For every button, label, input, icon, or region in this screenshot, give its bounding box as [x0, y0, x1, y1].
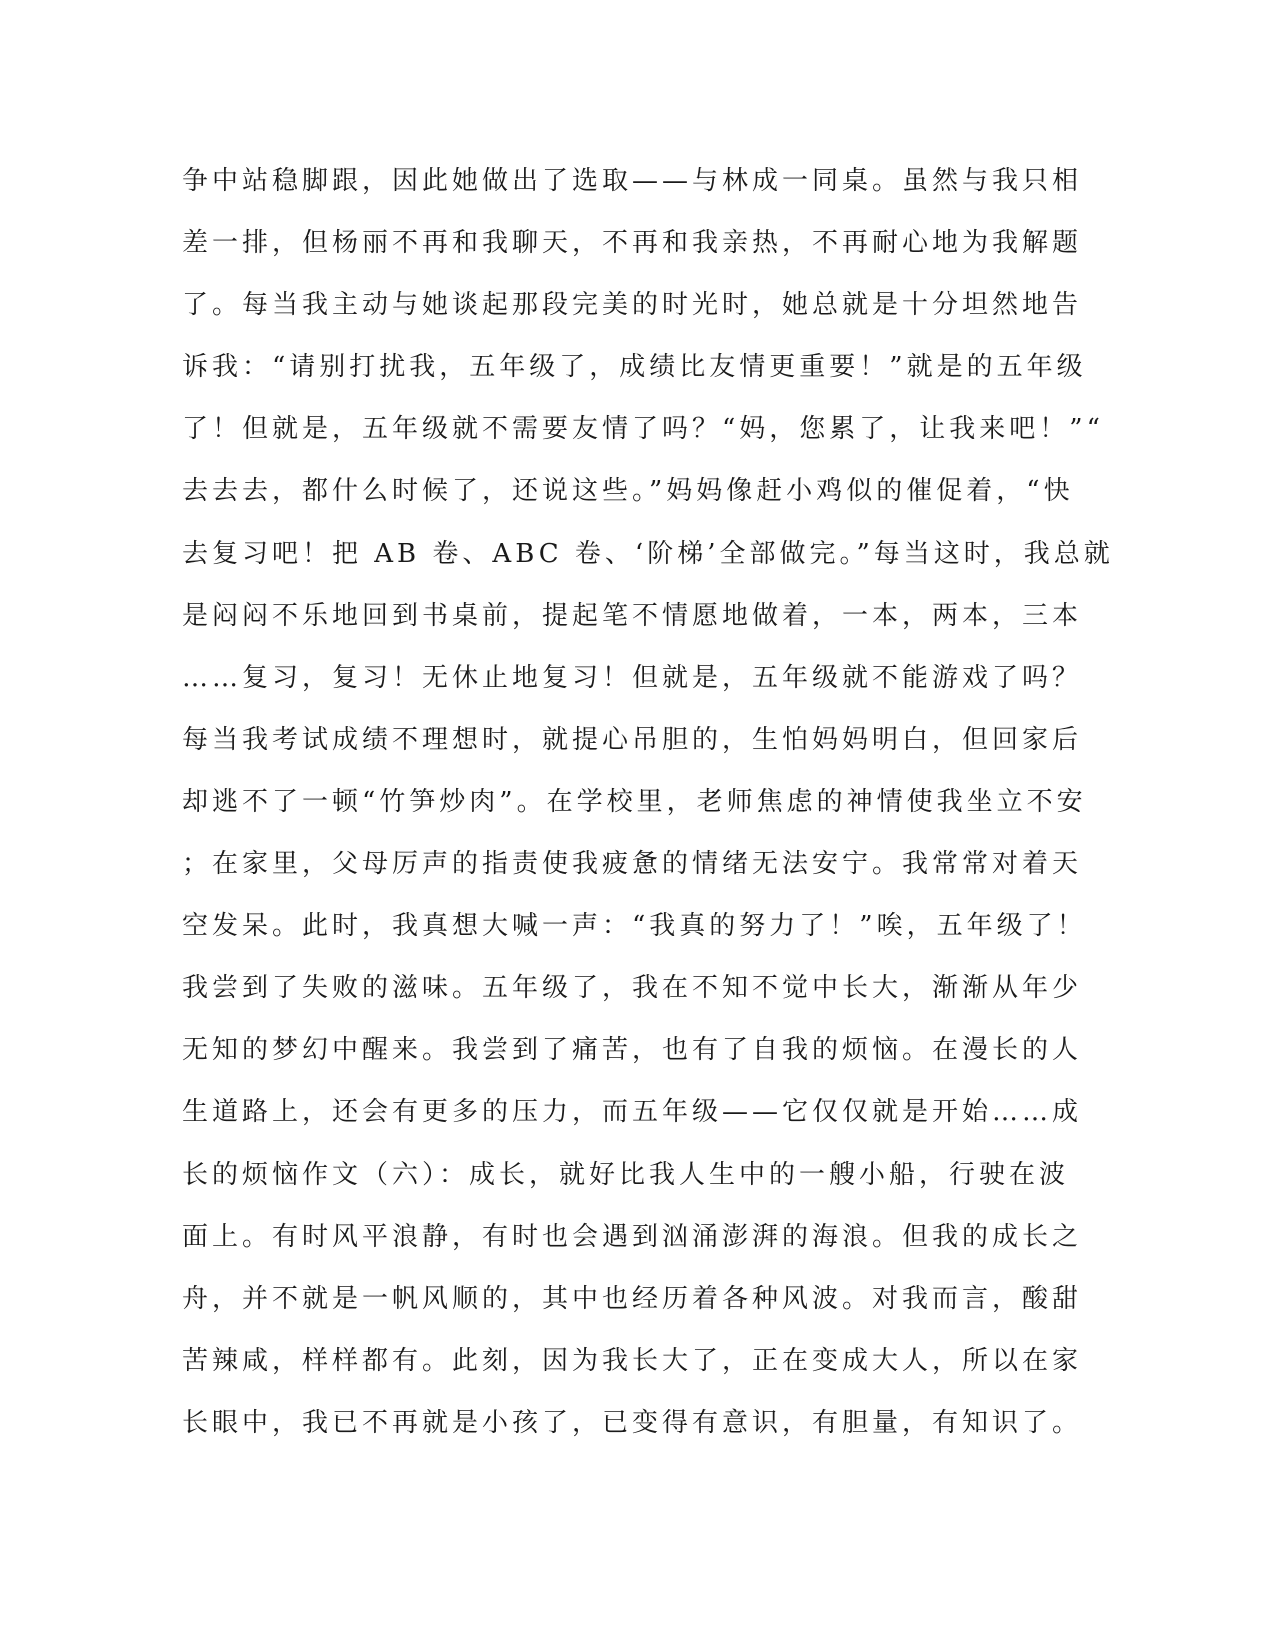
text-line: 诉我：“请别打扰我，五年级了，成绩比友情更重要！”就是的五年级: [182, 352, 1087, 383]
text-line: 长眼中，我已不再就是小孩了，已变得有意识，有胆量，有知识了。: [182, 1407, 1083, 1438]
text-line: 空发呆。此时，我真想大喊一声：“我真的努力了！”唉，五年级了！: [182, 911, 1087, 942]
text-line: 苦辣咸，样样都有。此刻，因为我长大了，正在变成大人，所以在家: [182, 1345, 1083, 1376]
text-line: 去去去，都什么时候了，还说这些。”妈妈像赶小鸡似的催促着，“快: [182, 476, 1074, 507]
text-line: 却逃不了一顿“竹笋炒肉”。在学校里，老师焦虑的神情使我坐立不安: [182, 786, 1087, 817]
text-line: 了。每当我主动与她谈起那段完美的时光时，她总就是十分坦然地告: [182, 290, 1083, 321]
body-text: [182, 158, 1114, 1462]
text-line: 生道路上，还会有更多的压力，而五年级——它仅仅就是开始……成: [182, 1097, 1083, 1128]
text-line: 每当我考试成绩不理想时，就提心吊胆的，生怕妈妈明白，但回家后: [182, 724, 1083, 755]
text-line: ……复习，复习！无休止地复习！但就是，五年级就不能游戏了吗？: [182, 662, 1083, 693]
text-line: 面上。有时风平浪静，有时也会遇到汹涌澎湃的海浪。但我的成长之: [182, 1221, 1083, 1252]
text-line: 我尝到了失败的滋味。五年级了，我在不知不觉中长大，渐渐从年少: [182, 973, 1083, 1004]
text-line: 差一排，但杨丽不再和我聊天，不再和我亲热，不再耐心地为我解题: [182, 228, 1083, 259]
text-line: 是闷闷不乐地回到书桌前，提起笔不情愿地做着，一本，两本，三本: [182, 600, 1083, 631]
text-line: 去复习吧！把 AB 卷、ABC 卷、‘阶梯’全部做完。”每当这时，我总就: [182, 538, 1114, 569]
text-line: 了！但就是，五年级就不需要友情了吗？“妈，您累了，让我来吧！”“: [182, 414, 1104, 445]
text-line: 无知的梦幻中醒来。我尝到了痛苦，也有了自我的烦恼。在漫长的人: [182, 1035, 1083, 1066]
text-line: 争中站稳脚跟，因此她做出了选取——与林成一同桌。虽然与我只相: [182, 166, 1083, 196]
text-line: ；在家里，父母厉声的指责使我疲惫的情绪无法安宁。我常常对着天: [182, 849, 1083, 880]
text-line: 舟，并不就是一帆风顺的，其中也经历着各种风波。对我而言，酸甜: [182, 1283, 1083, 1314]
text-line: 长的烦恼作文（六）：成长，就好比我人生中的一艘小船，行驶在波: [182, 1159, 1070, 1190]
